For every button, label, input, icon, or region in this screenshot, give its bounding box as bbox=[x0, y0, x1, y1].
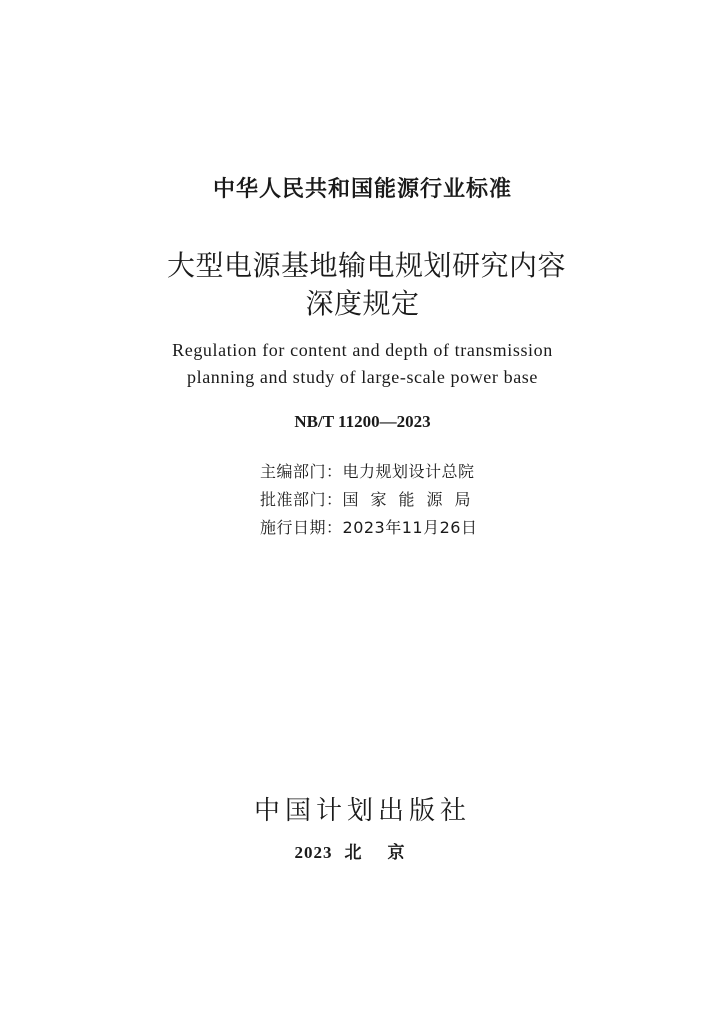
publication-city: 北京 bbox=[344, 843, 431, 862]
publication-year: 2023 bbox=[294, 843, 333, 862]
title-english-line-1: Regulation for content and depth of transmission bbox=[172, 340, 553, 360]
standard-code: NB/T 11200—2023 bbox=[294, 412, 431, 431]
approving-department bbox=[260, 487, 483, 510]
approver-label: 批准部门： bbox=[260, 490, 343, 509]
date-value: 2023年11月26日 bbox=[342, 518, 478, 537]
title-english-line-2: planning and study of large-scale power base bbox=[187, 367, 538, 387]
editor-label: 主编部门： bbox=[260, 462, 343, 481]
publisher-name: 中国计划出版社 bbox=[253, 796, 471, 826]
date-label: 施行日期： bbox=[260, 518, 343, 537]
title-chinese-line-1: 大型电源基地输电规划研究内容 bbox=[166, 249, 566, 282]
standard-series-heading: 中华人民共和国能源行业标准 bbox=[212, 177, 512, 202]
effective-date bbox=[260, 515, 477, 538]
editor-department bbox=[260, 459, 475, 482]
editor-value: 电力规划设计总院 bbox=[342, 462, 475, 481]
publication-year-city bbox=[0, 838, 725, 863]
title-chinese-line-2: 深度规定 bbox=[305, 287, 420, 320]
approver-value: 国家能源局 bbox=[342, 490, 483, 509]
